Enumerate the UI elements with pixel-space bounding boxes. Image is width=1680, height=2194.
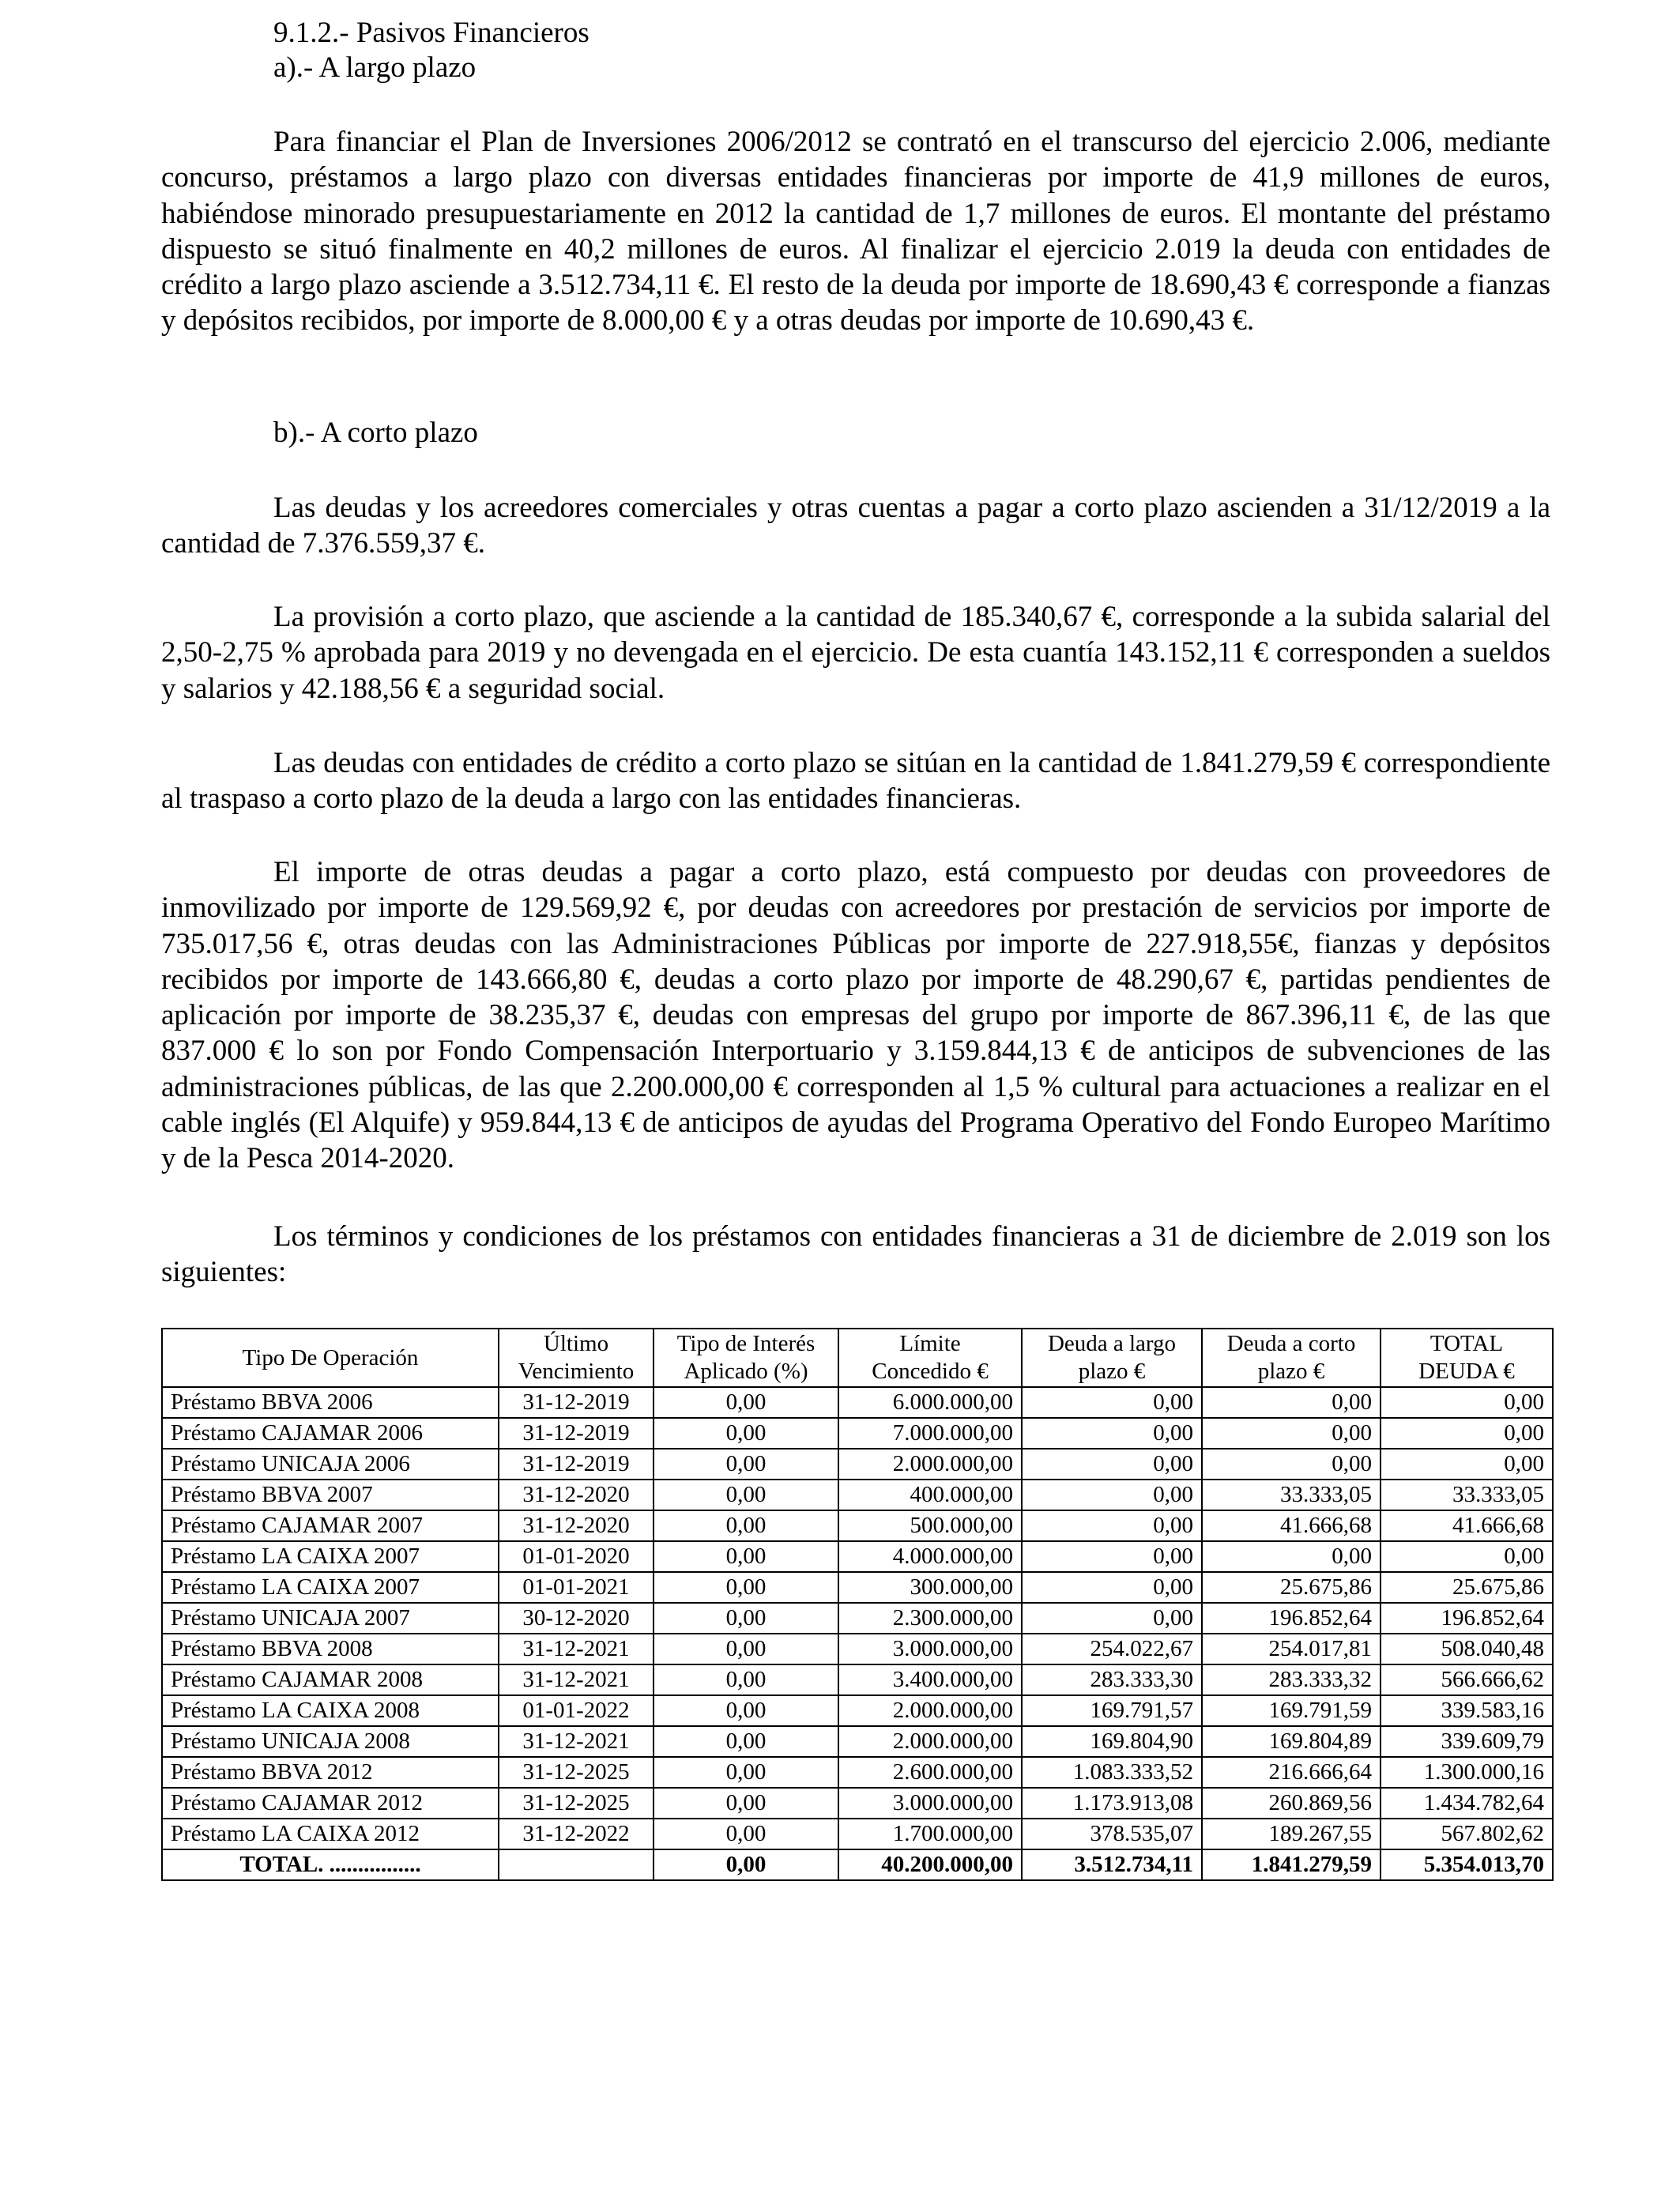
table-cell: 0,00 bbox=[1202, 1541, 1381, 1572]
table-cell: 254.017,81 bbox=[1202, 1634, 1381, 1664]
table-cell: 0,00 bbox=[654, 1603, 838, 1634]
table-cell: 2.300.000,00 bbox=[838, 1603, 1022, 1634]
table-cell: 169.791,59 bbox=[1202, 1695, 1381, 1726]
table-cell: Préstamo CAJAMAR 2012 bbox=[162, 1788, 499, 1819]
table-cell: 31-12-2021 bbox=[499, 1726, 654, 1757]
table-cell: Préstamo LA CAIXA 2012 bbox=[162, 1819, 499, 1849]
table-cell: Préstamo BBVA 2008 bbox=[162, 1634, 499, 1664]
table-cell: 283.333,32 bbox=[1202, 1664, 1381, 1695]
table-cell: 0,00 bbox=[1381, 1449, 1553, 1480]
table-cell: 2.000.000,00 bbox=[838, 1449, 1022, 1480]
table-cell: 508.040,48 bbox=[1381, 1634, 1553, 1664]
table-cell: 31-12-2020 bbox=[499, 1480, 654, 1510]
table-cell: 0,00 bbox=[1022, 1418, 1202, 1449]
table-cell: 0,00 bbox=[1022, 1449, 1202, 1480]
table-row bbox=[162, 1757, 1553, 1788]
table-cell: 0,00 bbox=[1381, 1541, 1553, 1572]
table-cell: 378.535,07 bbox=[1022, 1819, 1202, 1849]
table-cell: 567.802,62 bbox=[1381, 1819, 1553, 1849]
table-row bbox=[162, 1449, 1553, 1480]
paragraph-long-term: Para financiar el Plan de Inversiones 2006/2012 se contrató en el transcurso del ejercicio 2.006, mediante concurso, préstamos a largo plazo con diversas entidades financieras por importe de 41,9 millones de euros, habiéndose minorado presupuestariamente en 2012 la cantidad de 1,7 millones de euros. El montante del préstamo dispuesto se situó finalmente en 40,2 millones de euros. Al finalizar el ejercicio 2.019 la deuda con entidades de crédito a largo plazo asciende a 3.512.734,11 €. El resto de la deuda por importe de 18.690,43 € corresponde a fianzas y depósitos recibidos, por importe de 8.000,00 € y a otras deudas por importe de 10.690,43 €. bbox=[161, 126, 1550, 337]
table-cell: 189.267,55 bbox=[1202, 1819, 1381, 1849]
table-cell: 3.000.000,00 bbox=[838, 1788, 1022, 1819]
table-cell: 31-12-2021 bbox=[499, 1634, 654, 1664]
table-cell: 400.000,00 bbox=[838, 1480, 1022, 1510]
table-cell: 1.700.000,00 bbox=[838, 1819, 1022, 1849]
table-row bbox=[162, 1788, 1553, 1819]
table-cell: 31-12-2019 bbox=[499, 1449, 654, 1480]
table-cell: Préstamo LA CAIXA 2007 bbox=[162, 1572, 499, 1603]
table-cell: 0,00 bbox=[654, 1541, 838, 1572]
table-cell: 0,00 bbox=[654, 1664, 838, 1695]
table-cell: 0,00 bbox=[654, 1726, 838, 1757]
table-cell: 196.852,64 bbox=[1202, 1603, 1381, 1634]
table-cell: Préstamo CAJAMAR 2007 bbox=[162, 1510, 499, 1541]
table-cell: 2.000.000,00 bbox=[838, 1695, 1022, 1726]
table-cell: 1.300.000,16 bbox=[1381, 1757, 1553, 1788]
table-cell: 0,00 bbox=[654, 1510, 838, 1541]
table-cell: Préstamo BBVA 2007 bbox=[162, 1480, 499, 1510]
table-cell: 01-01-2021 bbox=[499, 1572, 654, 1603]
table-row bbox=[162, 1510, 1553, 1541]
paragraph-other-debts: El importe de otras deudas a pagar a corto plazo, está compuesto por deudas con proveedores de inmovilizado por importe de 129.569,92 €, por deudas con acreedores por prestación de servicios por importe de 735.017,56 €, otras deudas con las Administraciones Públicas por importe de 227.918,55€, fianzas y depósitos recibidos por importe de 143.666,80 €, deudas a corto plazo por importe de 48.290,67 €, partidas pendientes de aplicación por importe de 38.235,37 €, deudas con empresas del grupo por importe de 867.396,11 €, de las que 837.000 € lo son por Fondo Compensación Interportuario y 3.159.844,13 € de anticipos de subvenciones de las administraciones públicas, de las que 2.200.000,00 € corresponden al 1,5 % cultural para actuaciones a realizar en el cable inglés (El Alquife) y 959.844,13 € de anticipos de ayudas del Programa Operativo del Fondo Europeo Marítimo y de la Pesca 2014-2020. bbox=[161, 856, 1550, 1175]
table-cell: 339.609,79 bbox=[1381, 1726, 1553, 1757]
table-row bbox=[162, 1480, 1553, 1510]
table-cell: 169.804,89 bbox=[1202, 1726, 1381, 1757]
table-cell: Préstamo BBVA 2006 bbox=[162, 1387, 499, 1418]
table-total-row bbox=[162, 1849, 1553, 1880]
table-cell: 1.434.782,64 bbox=[1381, 1788, 1553, 1819]
table-cell: 566.666,62 bbox=[1381, 1664, 1553, 1695]
table-cell: 25.675,86 bbox=[1381, 1572, 1553, 1603]
table-cell: 7.000.000,00 bbox=[838, 1418, 1022, 1449]
total-cell bbox=[499, 1849, 654, 1880]
paragraph-credit-debt: Las deudas con entidades de crédito a corto plazo se sitúan en la cantidad de 1.841.279,59 € correspondiente al traspaso a corto plazo de la deuda a largo con las entidades financieras. bbox=[161, 747, 1550, 816]
table-cell: Préstamo BBVA 2012 bbox=[162, 1757, 499, 1788]
table-cell: 41.666,68 bbox=[1381, 1510, 1553, 1541]
table-cell: 0,00 bbox=[1022, 1541, 1202, 1572]
table-cell: 31-12-2022 bbox=[499, 1819, 654, 1849]
table-cell: 0,00 bbox=[1202, 1418, 1381, 1449]
total-cell: 3.512.734,11 bbox=[1022, 1849, 1202, 1880]
table-cell: 0,00 bbox=[1022, 1480, 1202, 1510]
table-header-row bbox=[162, 1329, 1553, 1387]
table-cell: 3.400.000,00 bbox=[838, 1664, 1022, 1695]
table-cell: 283.333,30 bbox=[1022, 1664, 1202, 1695]
table-cell: 2.000.000,00 bbox=[838, 1726, 1022, 1757]
total-cell: TOTAL. ................ bbox=[162, 1849, 499, 1880]
table-cell: Préstamo CAJAMAR 2008 bbox=[162, 1664, 499, 1695]
table-cell: 169.804,90 bbox=[1022, 1726, 1202, 1757]
table-cell: 339.583,16 bbox=[1381, 1695, 1553, 1726]
table-cell: 31-12-2019 bbox=[499, 1418, 654, 1449]
table-row bbox=[162, 1634, 1553, 1664]
table-cell: 0,00 bbox=[1022, 1603, 1202, 1634]
paragraph-provision: La provisión a corto plazo, que asciende a la cantidad de 185.340,67 €, corresponde a la subida salarial del 2,50-2,75 % aprobada para 2019 y no devengada en el ejercicio. De esta cuantía 143.152,11 € corresponden a sueldos y salarios y 42.188,56 € a seguridad social. bbox=[161, 601, 1550, 705]
total-cell: 40.200.000,00 bbox=[838, 1849, 1022, 1880]
table-row bbox=[162, 1387, 1553, 1418]
table-cell: 1.173.913,08 bbox=[1022, 1788, 1202, 1819]
table-cell: 196.852,64 bbox=[1381, 1603, 1553, 1634]
table-cell: 31-12-2025 bbox=[499, 1788, 654, 1819]
table-cell: 3.000.000,00 bbox=[838, 1634, 1022, 1664]
table-row bbox=[162, 1572, 1553, 1603]
table-cell: 0,00 bbox=[654, 1788, 838, 1819]
subsection-b-title: b).- A corto plazo bbox=[273, 417, 478, 449]
table-cell: 33.333,05 bbox=[1381, 1480, 1553, 1510]
table-cell: 30-12-2020 bbox=[499, 1603, 654, 1634]
table-row bbox=[162, 1418, 1553, 1449]
table-cell: 0,00 bbox=[654, 1449, 838, 1480]
table-cell: 169.791,57 bbox=[1022, 1695, 1202, 1726]
table-cell: 6.000.000,00 bbox=[838, 1387, 1022, 1418]
table-cell: 0,00 bbox=[654, 1572, 838, 1603]
table-cell: Préstamo UNICAJA 2007 bbox=[162, 1603, 499, 1634]
table-cell: Préstamo UNICAJA 2008 bbox=[162, 1726, 499, 1757]
header-interest-rate: Tipo de Interés Aplicado (%) bbox=[654, 1329, 838, 1387]
table-row bbox=[162, 1819, 1553, 1849]
table-cell: 0,00 bbox=[654, 1418, 838, 1449]
table-cell: 0,00 bbox=[1202, 1449, 1381, 1480]
table-cell: 31-12-2021 bbox=[499, 1664, 654, 1695]
table-cell: 31-12-2019 bbox=[499, 1387, 654, 1418]
table-cell: Préstamo CAJAMAR 2006 bbox=[162, 1418, 499, 1449]
header-operation-type: Tipo De Operación bbox=[162, 1329, 499, 1387]
total-cell: 5.354.013,70 bbox=[1381, 1849, 1553, 1880]
table-cell: 41.666,68 bbox=[1202, 1510, 1381, 1541]
table-cell: 216.666,64 bbox=[1202, 1757, 1381, 1788]
header-limit-granted: Límite Concedido € bbox=[838, 1329, 1022, 1387]
table-cell: 0,00 bbox=[1022, 1387, 1202, 1418]
table-cell: Préstamo LA CAIXA 2008 bbox=[162, 1695, 499, 1726]
total-cell: 0,00 bbox=[654, 1849, 838, 1880]
table-cell: 0,00 bbox=[1381, 1418, 1553, 1449]
table-cell: 254.022,67 bbox=[1022, 1634, 1202, 1664]
table-row bbox=[162, 1726, 1553, 1757]
table-cell: 2.600.000,00 bbox=[838, 1757, 1022, 1788]
table-cell: 1.083.333,52 bbox=[1022, 1757, 1202, 1788]
table-cell: 260.869,56 bbox=[1202, 1788, 1381, 1819]
table-cell: 0,00 bbox=[654, 1480, 838, 1510]
table-row bbox=[162, 1603, 1553, 1634]
paragraph-loan-terms-intro: Los términos y condiciones de los préstamos con entidades financieras a 31 de diciembre de 2.019 son los siguientes: bbox=[161, 1220, 1550, 1289]
table-cell: 01-01-2020 bbox=[499, 1541, 654, 1572]
header-long-term-debt: Deuda a largo plazo € bbox=[1022, 1329, 1202, 1387]
paragraph-short-term-total: Las deudas y los acreedores comerciales y otras cuentas a pagar a corto plazo ascienden a 31/12/2019 a la cantidad de 7.376.559,37 €. bbox=[161, 492, 1550, 560]
table-cell: 31-12-2025 bbox=[499, 1757, 654, 1788]
table-cell: 0,00 bbox=[1381, 1387, 1553, 1418]
table-cell: 0,00 bbox=[1202, 1387, 1381, 1418]
table-cell: 25.675,86 bbox=[1202, 1572, 1381, 1603]
header-short-term-debt: Deuda a corto plazo € bbox=[1202, 1329, 1381, 1387]
header-last-maturity: Último Vencimiento bbox=[499, 1329, 654, 1387]
table-cell: Préstamo LA CAIXA 2007 bbox=[162, 1541, 499, 1572]
table-cell: 0,00 bbox=[654, 1757, 838, 1788]
table-cell: 4.000.000,00 bbox=[838, 1541, 1022, 1572]
loans-table bbox=[161, 1328, 1554, 1881]
total-cell: 1.841.279,59 bbox=[1202, 1849, 1381, 1880]
table-cell: 0,00 bbox=[654, 1819, 838, 1849]
subsection-a-title: a).- A largo plazo bbox=[273, 51, 477, 84]
table-cell: 0,00 bbox=[1022, 1572, 1202, 1603]
table-cell: 300.000,00 bbox=[838, 1572, 1022, 1603]
table-row bbox=[162, 1541, 1553, 1572]
table-cell: 33.333,05 bbox=[1202, 1480, 1381, 1510]
table-cell: 0,00 bbox=[654, 1387, 838, 1418]
table-row bbox=[162, 1695, 1553, 1726]
table-cell: 0,00 bbox=[1022, 1510, 1202, 1541]
table-cell: 0,00 bbox=[654, 1695, 838, 1726]
table-cell: 500.000,00 bbox=[838, 1510, 1022, 1541]
section-title: 9.1.2.- Pasivos Financieros bbox=[273, 17, 590, 49]
table-cell: 0,00 bbox=[654, 1634, 838, 1664]
table-row bbox=[162, 1664, 1553, 1695]
table-cell: 01-01-2022 bbox=[499, 1695, 654, 1726]
table-cell: 31-12-2020 bbox=[499, 1510, 654, 1541]
header-total-debt: TOTAL DEUDA € bbox=[1381, 1329, 1553, 1387]
table-cell: Préstamo UNICAJA 2006 bbox=[162, 1449, 499, 1480]
